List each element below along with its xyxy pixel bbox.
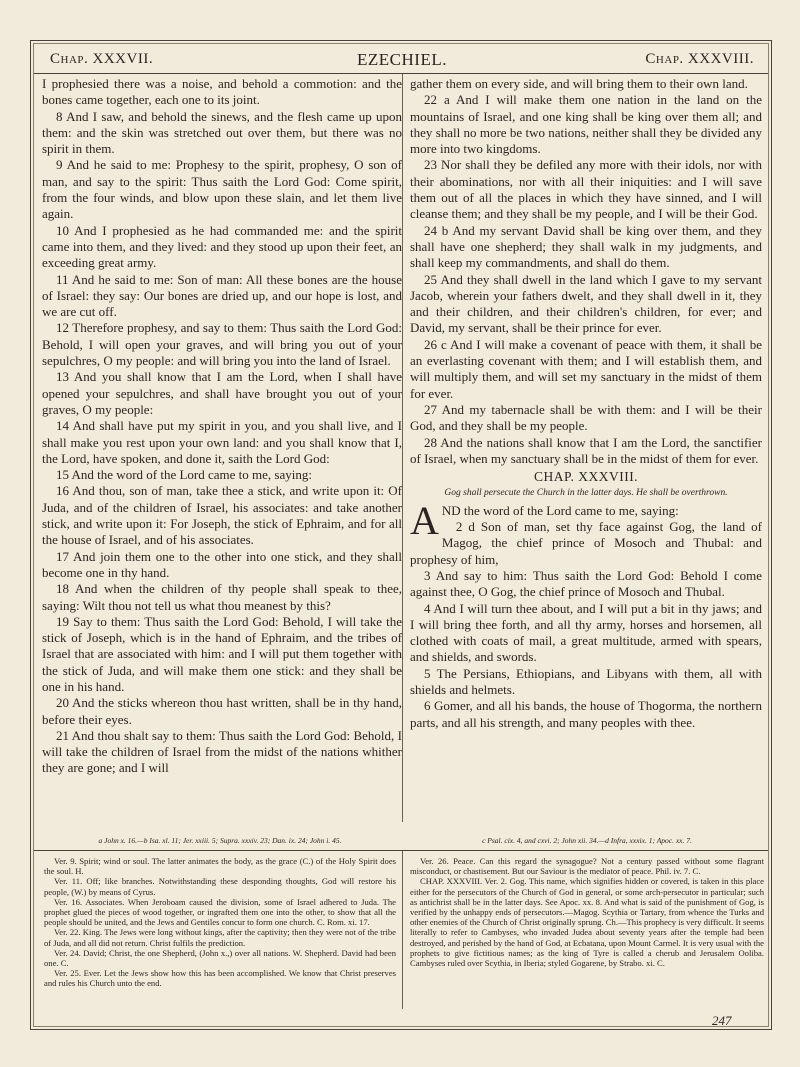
- left-text-column: [42, 76, 402, 816]
- note: Ver. 9. Spirit; wind or soul. The latter animates the body, as the grace (C.) of the Holy Spirit does the soul. H.: [44, 856, 396, 877]
- footnote-refs-right: c Psal. cix. 4, and cxvi. 2; John xii. 34.—d Infra, xxxix. 1; Apoc. xx. 7.: [482, 836, 692, 845]
- verse: 20 And the sticks whereon thou hast written, shall be in thy hand, before their eyes.: [42, 695, 402, 727]
- verse: 16 And thou, son of man, take thee a stick, and write upon it: Of Juda, and of the children of Israel, his associates: and take another stick, and write upon it: For Joseph, the stick of Ephraim, and for all the house of Israel, and of his associates.: [42, 483, 402, 548]
- verse: 25 And they shall dwell in the land which I gave to my servant Jacob, wherein your fathers dwelt, and they shall dwell in it, they and their children, and their children's children, for ever; and David, my servant, shall be their prince for ever.: [410, 271, 762, 336]
- right-text-column: [410, 76, 762, 816]
- verse: 14 And shall have put my spirit in you, and you shall live, and I shall make you rest upon your own land: and you shall know that I, the Lord, have spoken, and done it, saith the Lord God:: [42, 418, 402, 466]
- verse: 27 And my tabernacle shall be with them: and I will be their God, and they shall be my people.: [410, 401, 762, 434]
- verse: 26 c And I will make a covenant of peace with them, it shall be an everlasting covenant with them; and I will establish them, and will multiply them, and will set my sanctuary in the midst of them for ever.: [410, 336, 762, 401]
- verse: 3 And say to him: Thus saith the Lord God: Behold I come against thee, O Gog, the chief prince of Mosoch and Thubal.: [410, 567, 762, 600]
- page-number: 247: [712, 1013, 732, 1028]
- notes-column-divider: [402, 851, 403, 1009]
- verse: 13 And you shall know that I am the Lord, when I shall have opened your sepulchres, and shall have brought you out of your graves, O my people:: [42, 369, 402, 417]
- verse: 18 And when the children of thy people shall speak to thee, saying: Wilt thou not tell us what thou meanest by this?: [42, 581, 402, 613]
- verse: gather them on every side, and will bring them to their own land.: [410, 76, 748, 91]
- note: Ver. 22. King. The Jews were long without kings, after the captivity; then they were not of the tribe of Juda, and all did not return. Christ fulfils the prediction.: [44, 927, 396, 948]
- column-divider: [402, 74, 403, 822]
- chapter-heading: CHAP. XXXVIII.: [533, 469, 639, 485]
- verse: 4 And I will turn thee about, and I will put a bit in thy jaws; and I will bring thee forth, and all thy army, horses and horsemen, all clothed with coats of mail, a great multitude, armed with spears, and shields, and swords.: [410, 600, 762, 665]
- header-rule: [34, 73, 768, 74]
- commentary-right: [410, 856, 764, 1006]
- verse: 6 Gomer, and all his bands, the house of Thogorma, the northern parts, and all his strength, and many peoples with thee.: [410, 698, 762, 730]
- note: Ver. 11. Off; like branches. Notwithstanding these desponding thoughts, God will restore his people, (W.) by means of Cyrus.: [44, 876, 396, 897]
- verse: 10 And I prophesied as he had commanded me: and the spirit came into them, and they lived: and they stood up upon their feet, an exceeding great army.: [42, 222, 402, 271]
- verse: 12 Therefore prophesy, and say to them: Thus saith the Lord God: Behold, I will open your graves, and will bring you out of your sepulchres, O my people: and will bring you into the land of Israel.: [42, 320, 402, 369]
- verse: 11 And he said to me: Son of man: All these bones are the house of Israel: they say: Our bones are dried up, and our hope is lost, and we are cut off.: [42, 271, 402, 320]
- drop-cap: A: [410, 497, 439, 543]
- verse: 21 And thou shalt say to them: Thus saith the Lord God: Behold, I will take the children of Israel from the midst of the nations whither they are gone; and I will: [42, 727, 402, 776]
- verse: 5 The Persians, Ethiopians, and Libyans with them, all with shields and helmets.: [410, 665, 762, 697]
- note: Ver. 24. David; Christ, the one Shepherd, (John x.,) over all nations. W. Shepherd. David had been one. C.: [44, 947, 396, 969]
- note: Ver. 25. Ever. Let the Jews show how this has been accomplished. We know that Christ preserves and rules his Church unto the end.: [44, 968, 396, 989]
- commentary-left: [44, 856, 396, 1004]
- first-verse-text: ND the word of the Lord came to me, saying:: [441, 502, 679, 518]
- verse: 15 And the word of the Lord came to me, saying:: [56, 467, 312, 483]
- note: Ver. 16. Associates. When Jeroboam caused the division, some of Israel adhered to Juda. The prophet glued the pieces of wood together, or ingrafted them one into the other, to show that all the people should be united, and the Jews and Gentiles concur to form one church. C. Rom. xi. 17.: [44, 896, 396, 928]
- verse: 24 b And my servant David shall be king over them, and they shall have one shepherd; they shall walk in my judgments, and shall keep my commandments, and shall do them.: [410, 222, 762, 271]
- verse: 22 a And I will make them one nation in the land on the mountains of Israel, and one king shall be king over them all; and they shall no more be two nations, neither shall they be divided any more into two kingdoms.: [410, 92, 762, 157]
- header-left-chapter: Chap. XXXVII.: [50, 51, 154, 67]
- notes-rule: [34, 850, 768, 851]
- footnote-refs-left: a John x. 16.—b Isa. xl. 11; Jer. xxiii. 5; Supra. xxxiv. 23; Dan. ix. 24; John i. 45.: [98, 836, 342, 845]
- verse: 28 And the nations shall know that I am the Lord, the sanctifier of Israel, when my sanctuary shall be in the midst of them for ever.: [410, 434, 762, 466]
- header-book-title: EZECHIEL.: [357, 50, 447, 69]
- verse: 9 And he said to me: Prophesy to the spirit, prophesy, O son of man, and say to the spirit: Thus saith the Lord God: Come spirit, from the four winds, and blow upon these slain, and let them live again.: [42, 157, 402, 222]
- verse: 23 Nor shall they be defiled any more with their idols, nor with their abominations, nor with all their iniquities: and I will save them out of all the places in which they have sinned, and I will cleanse them; and they shall be my people, and I will be their God.: [410, 157, 762, 222]
- verse: 19 Say to them: Thus saith the Lord God: Behold, I will take the stick of Joseph, which is in the hand of Ephraim, and the tribes of Israel that are associated with him: and I will put them together with the stick of Juda, and will make them one stick: and they shall be one in his hand.: [42, 613, 402, 694]
- note: CHAP. XXXVIII. Ver. 2. Gog. This name, which signifies hidden or covered, is taken in this place either for the persecutors of the Church of God in general, or some arch-persecutor in particular; such as antichrist shall be in the latter days. See Apoc. xx. 8. And what is said of the punishment of Gog, is verified by the unhappy ends of persecutors.—Magog. Scythia or Tartary, from whence the Turks and other enemies of the Church of Christ originally sprung. Ch.—This prophecy is very difficult. It seems literally to refer to Cambyses, who invaded Judea about seventy years after the temple had been destroyed, and perished by the hand of God, at Ecbatana, upon Mount Carmel. It is very usual with the prophets to give fictitious names; as the king of Tyre is called a cherub and Jerusalem Ooliba. Cambyses ruled over Scythia, in Iberia; styled Gogarene, by Strabo. xi. C.: [410, 876, 764, 969]
- chapter-summary: Gog shall persecute the Church in the latter days. He shall be overthrown.: [444, 488, 728, 499]
- note: Ver. 26. Peace. Can this regard the synagogue? Not a century passed without some flagrant misconduct, or chastisement. But our Saviour is the mediator of peace. Phil. iv. 7. C.: [410, 856, 764, 877]
- verse: 17 And join them one to the other into one stick, and they shall become one in thy hand.: [42, 548, 402, 580]
- verse: 8 And I saw, and behold the sinews, and the flesh came up upon them: and the skin was stretched out over them, but there was no spirit in them.: [42, 108, 402, 157]
- running-header: [44, 48, 760, 72]
- verse: 2 d Son of man, set thy face against Gog, the land of Magog, the chief prince of Mosoch and Thubal: and prophesy of him,: [410, 519, 762, 567]
- verse: I prophesied there was a noise, and behold a commotion: and the bones came together, each one to its joint.: [42, 76, 402, 108]
- header-right-chapter: Chap. XXXVIII.: [645, 51, 754, 67]
